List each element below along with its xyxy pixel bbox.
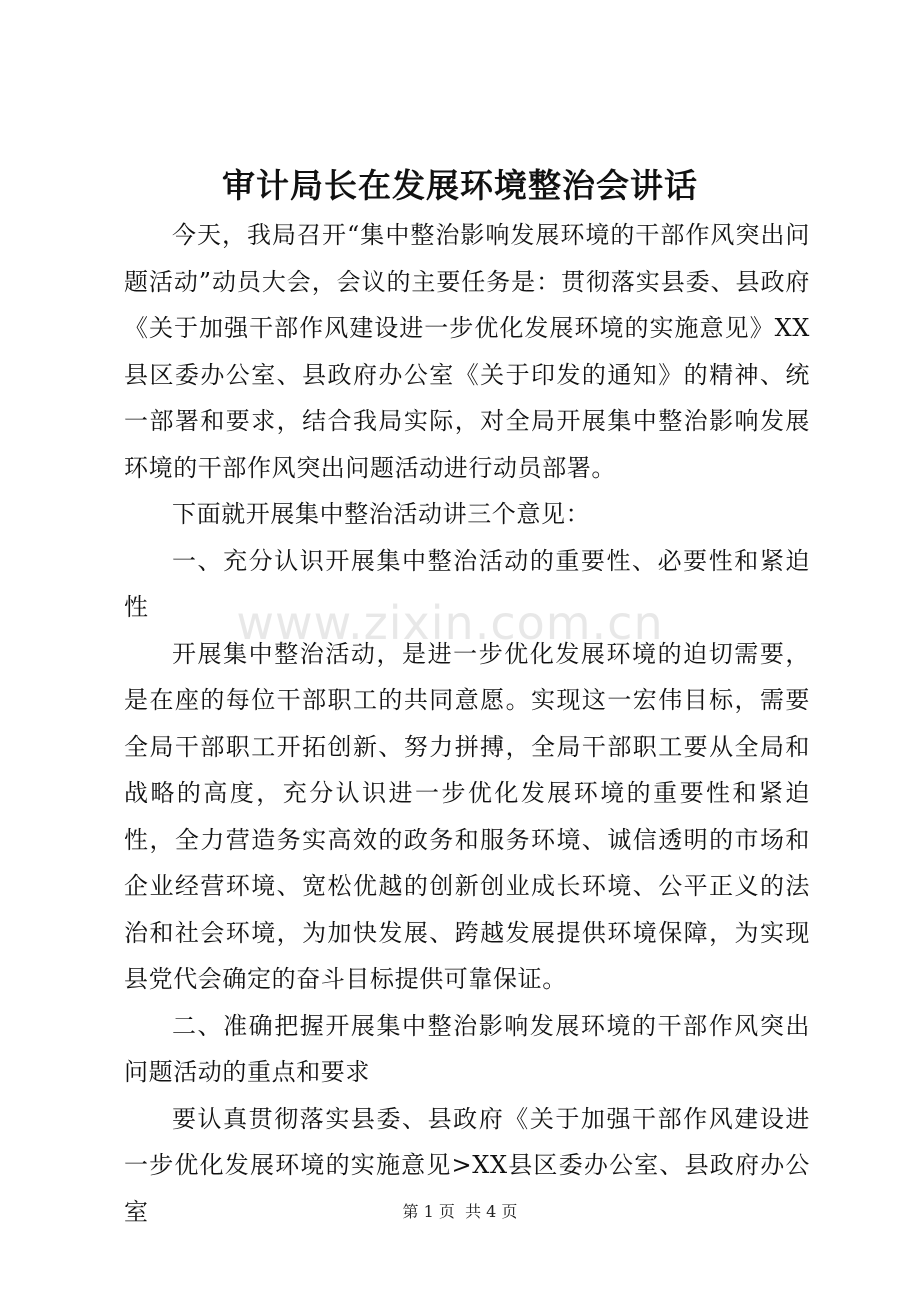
paragraph-section-2: 要认真贯彻落实县委、县政府《关于加强干部作风建设进一步优化发展环境的实施意见>XX县区委办公室、县政府办公室 bbox=[124, 1104, 810, 1226]
watermark: www.zixin.com.cn bbox=[236, 596, 664, 650]
section-heading-1: 一、充分认识开展集中整治活动的重要性、必要性和紧迫性 bbox=[124, 546, 810, 621]
paragraph-section-1: 开展集中整治活动，是进一步优化发展环境的迫切需要，是在座的每位干部职工的共同意愿。实现这一宏伟目标，需要全局干部职工开拓创新、努力拼搏，全局干部职工要从全局和战略的高度，充分认识进一步优化发展环境的重要性和紧迫性，全力营造务实高效的政务和服务环境、诚信透明的市场和企业经营环境、宽松优越的创新创业成长环境、公平正义的法治和社会环境，为加快发展、跨越发展提供环境保障，为实现县党代会确定的奋斗目标提供可靠保证。 bbox=[124, 639, 810, 993]
page-number-label: 第 1 页 共 4 页 bbox=[402, 1202, 518, 1221]
paragraph-intro: 今天，我局召开“集中整治影响发展环境的干部作风突出问题活动”动员大会，会议的主要任务是：贯彻落实县委、县政府《关于加强干部作风建设进一步优化发展环境的实施意见》XX县区委办公室、县政府办公室《关于印发的通知》的精神、统一部署和要求，结合我局实际，对全局开展集中整治影响发展环境的干部作风突出问题活动进行动员部署。 bbox=[124, 221, 810, 482]
document-title: 审计局长在发展环境整治会讲话 bbox=[222, 166, 698, 205]
page-footer bbox=[0, 1198, 920, 1226]
document-body bbox=[124, 212, 810, 1235]
section-heading-2: 二、准确把握开展集中整治影响发展环境的干部作风突出问题活动的重点和要求 bbox=[124, 1011, 810, 1086]
paragraph-overview: 下面就开展集中整治活动讲三个意见： bbox=[172, 500, 591, 528]
